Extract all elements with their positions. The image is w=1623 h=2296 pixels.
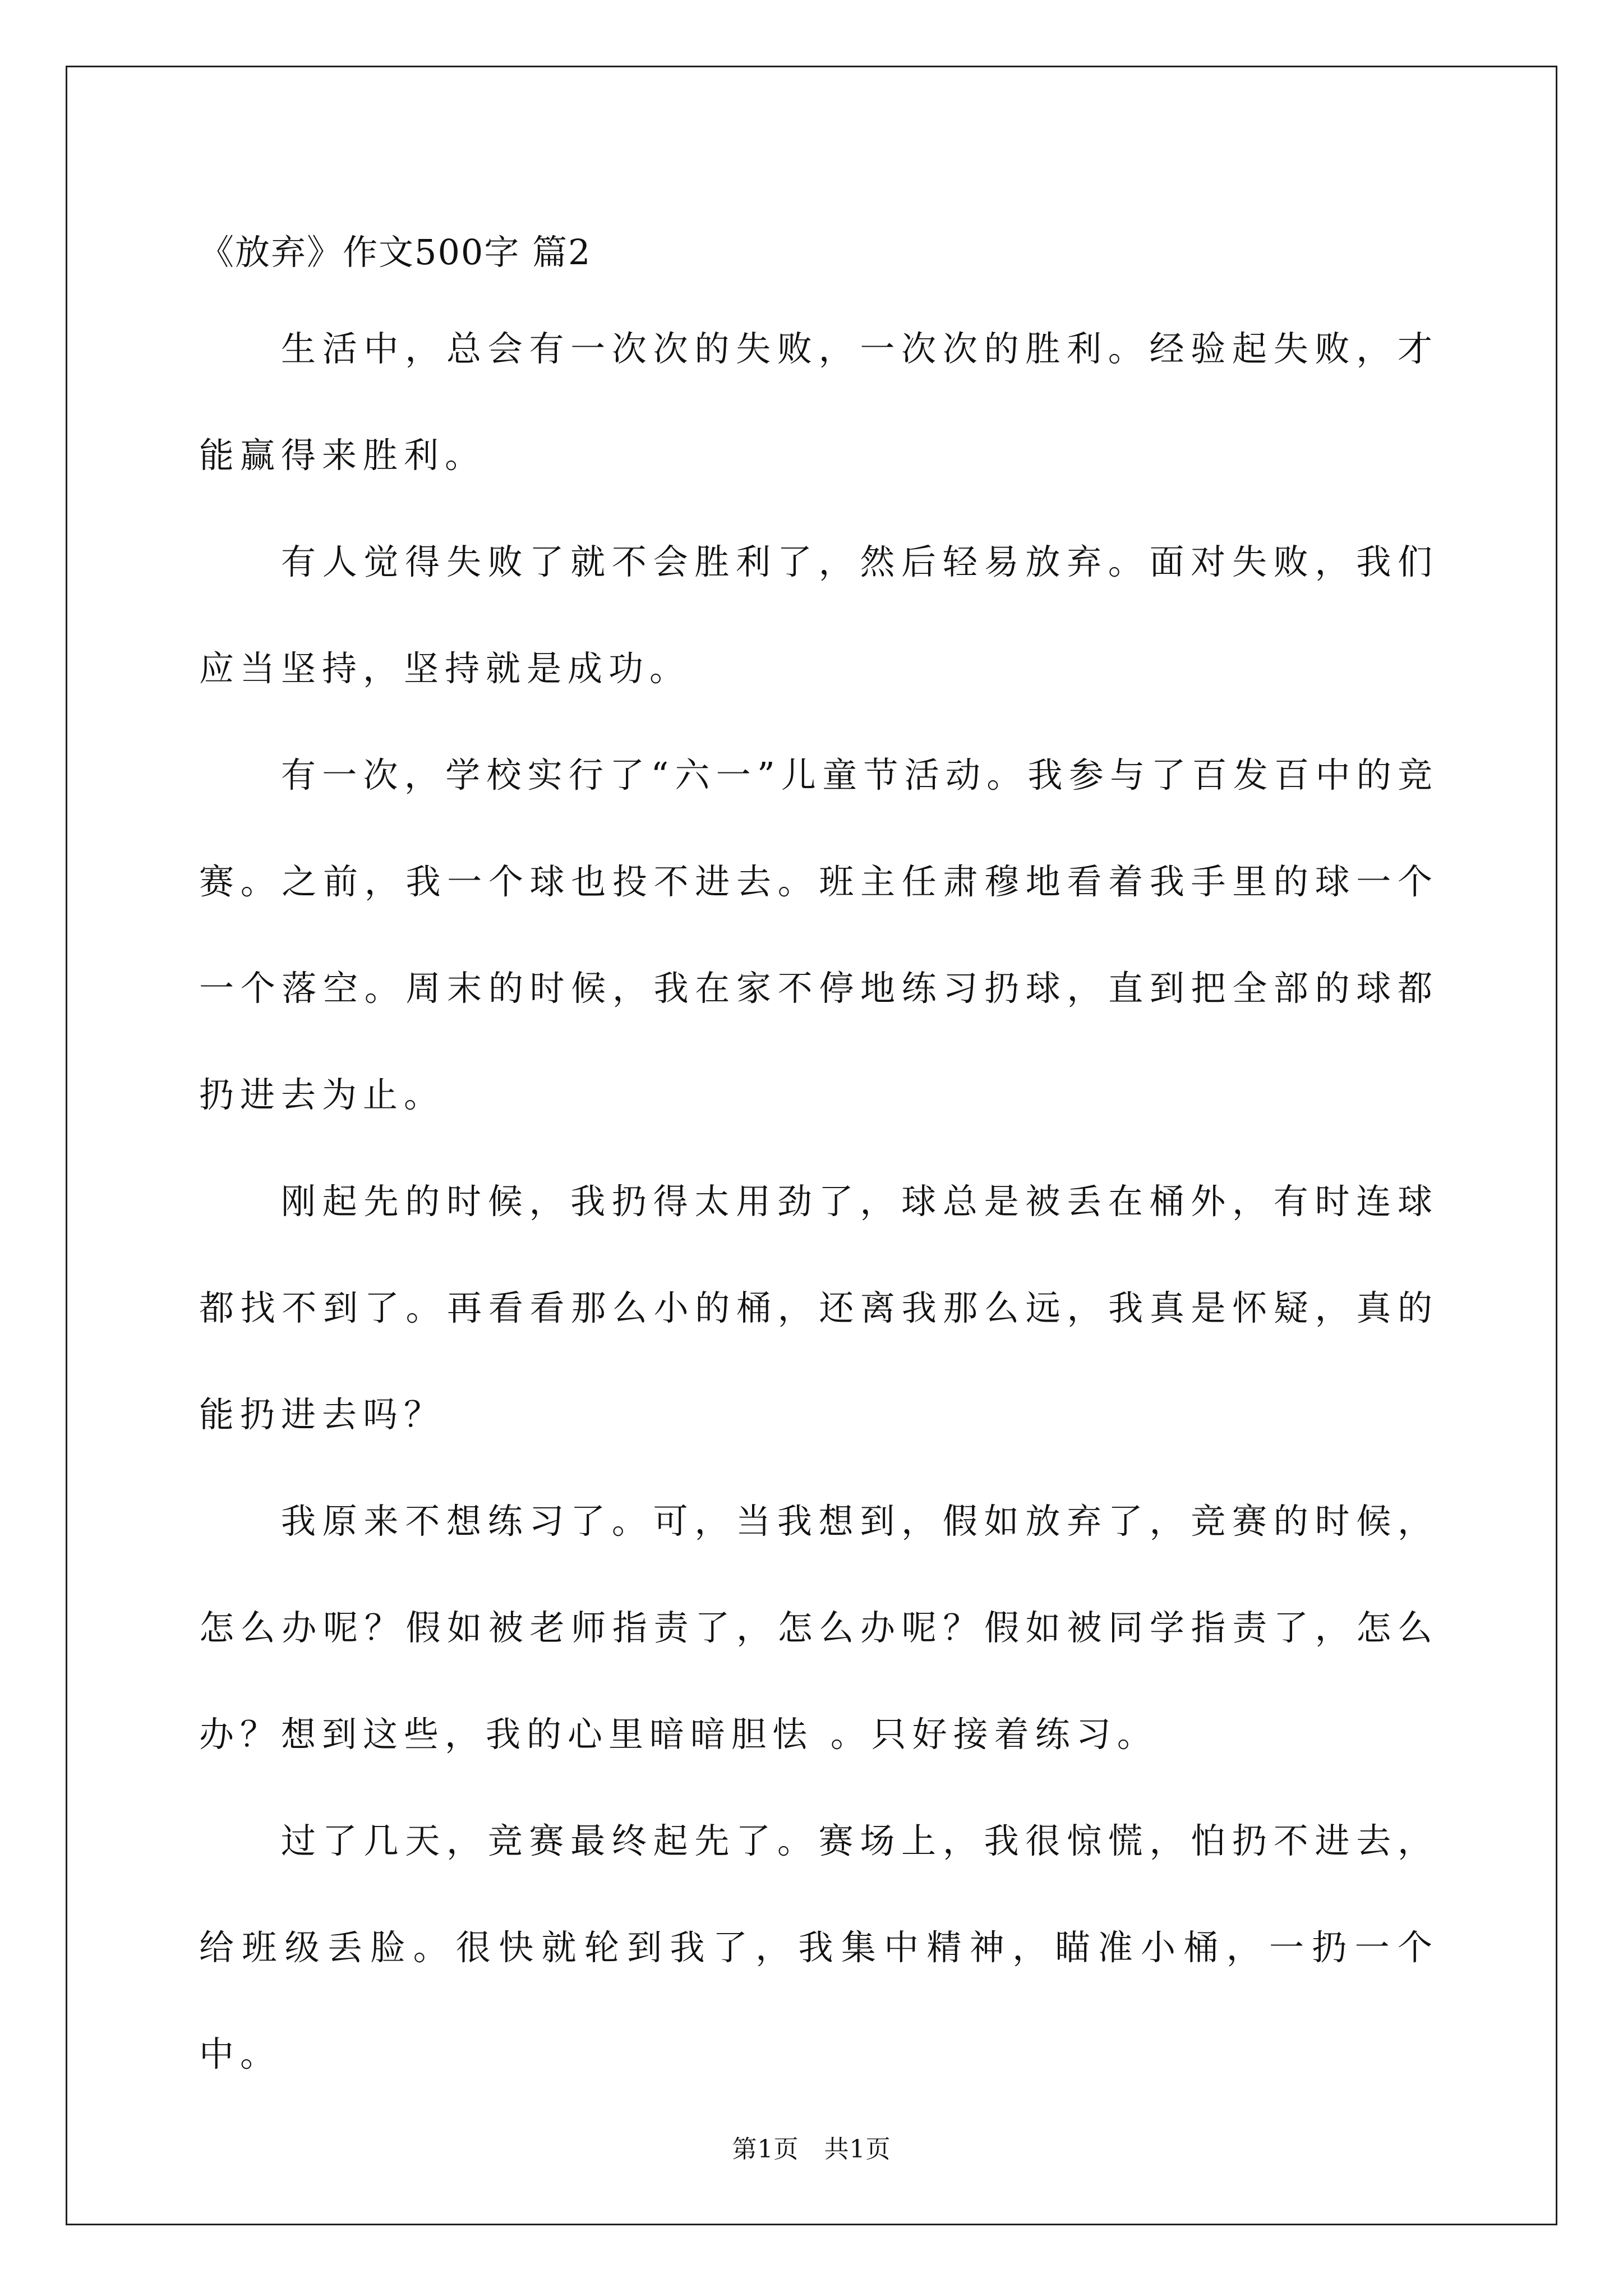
paragraph: 刚起先的时候，我扔得太用劲了，球总是被丢在桶外，有时连球都找不到了。再看看那么小的桶，还离我那么远，我真是怀疑，真的能扔进去吗？ — [199, 1181, 1438, 1435]
paragraph: 我原来不想练习了。可，当我想到，假如放弃了，竞赛的时候，怎么办呢？假如被老师指责了，怎么办呢？假如被同学指责了，怎么办？想到这些，我的心里暗暗胆怯 。只好接着练习。 — [199, 1501, 1438, 1755]
document-heading: 《放弃》作文500字 篇2 — [199, 232, 592, 273]
paragraph: 生活中，总会有一次次的失败，一次次的胜利。经验起失败，才能赢得来胜利。 — [199, 328, 1438, 476]
paragraph: 有人觉得失败了就不会胜利了，然后轻易放弃。面对失败，我们应当坚持，坚持就是成功。 — [199, 541, 1438, 689]
paragraph: 有一次，学校实行了“六一”儿童节活动。我参与了百发百中的竞赛。之前，我一个球也投不进去。班主任肃穆地看着我手里的球一个一个落空。周末的时候，我在家不停地练习扔球，直到把全部的球都扔进去为止。 — [199, 754, 1438, 1115]
page-number-footer: 第1页 共1页 — [732, 2135, 891, 2164]
document-body — [199, 222, 1438, 2108]
paragraph: 过了几天，竞赛最终起先了。赛场上，我很惊慌，怕扔不进去，给班级丢脸。很快就轮到我了，我集中精神，瞄准小桶，一扔一个中。 — [199, 1820, 1438, 2074]
